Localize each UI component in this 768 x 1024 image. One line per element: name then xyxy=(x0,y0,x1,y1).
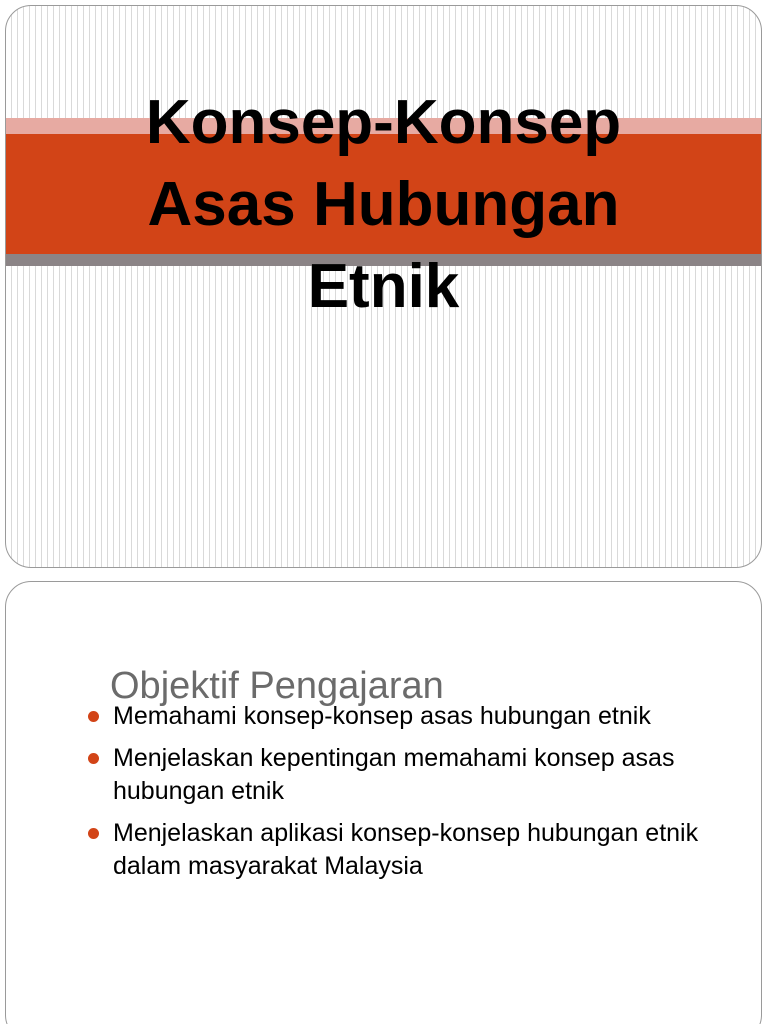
objectives-slide xyxy=(5,581,762,1024)
bullet-text: Menjelaskan aplikasi konsep-konsep hubungan etnik dalam masyarakat Malaysia xyxy=(113,819,699,880)
title-line-1: Konsep-Konsep xyxy=(145,88,622,157)
slide-title xyxy=(6,82,761,328)
bullet-dot-icon xyxy=(88,753,99,764)
bullet-item xyxy=(88,817,728,883)
bullet-list xyxy=(88,700,728,892)
title-slide xyxy=(5,5,762,568)
bullet-text: Memahami konsep-konsep asas hubungan etnik xyxy=(113,702,651,730)
title-line-3: Etnik xyxy=(307,252,460,321)
title-line-2: Asas Hubungan xyxy=(147,170,620,239)
slide-heading: Objektif Pengajaran xyxy=(110,665,444,707)
bullet-item xyxy=(88,700,728,733)
bullet-text: Menjelaskan kepentingan memahami konsep asas hubungan etnik xyxy=(113,744,675,805)
bullet-item xyxy=(88,742,728,808)
bullet-dot-icon xyxy=(88,711,99,722)
bullet-dot-icon xyxy=(88,828,99,839)
